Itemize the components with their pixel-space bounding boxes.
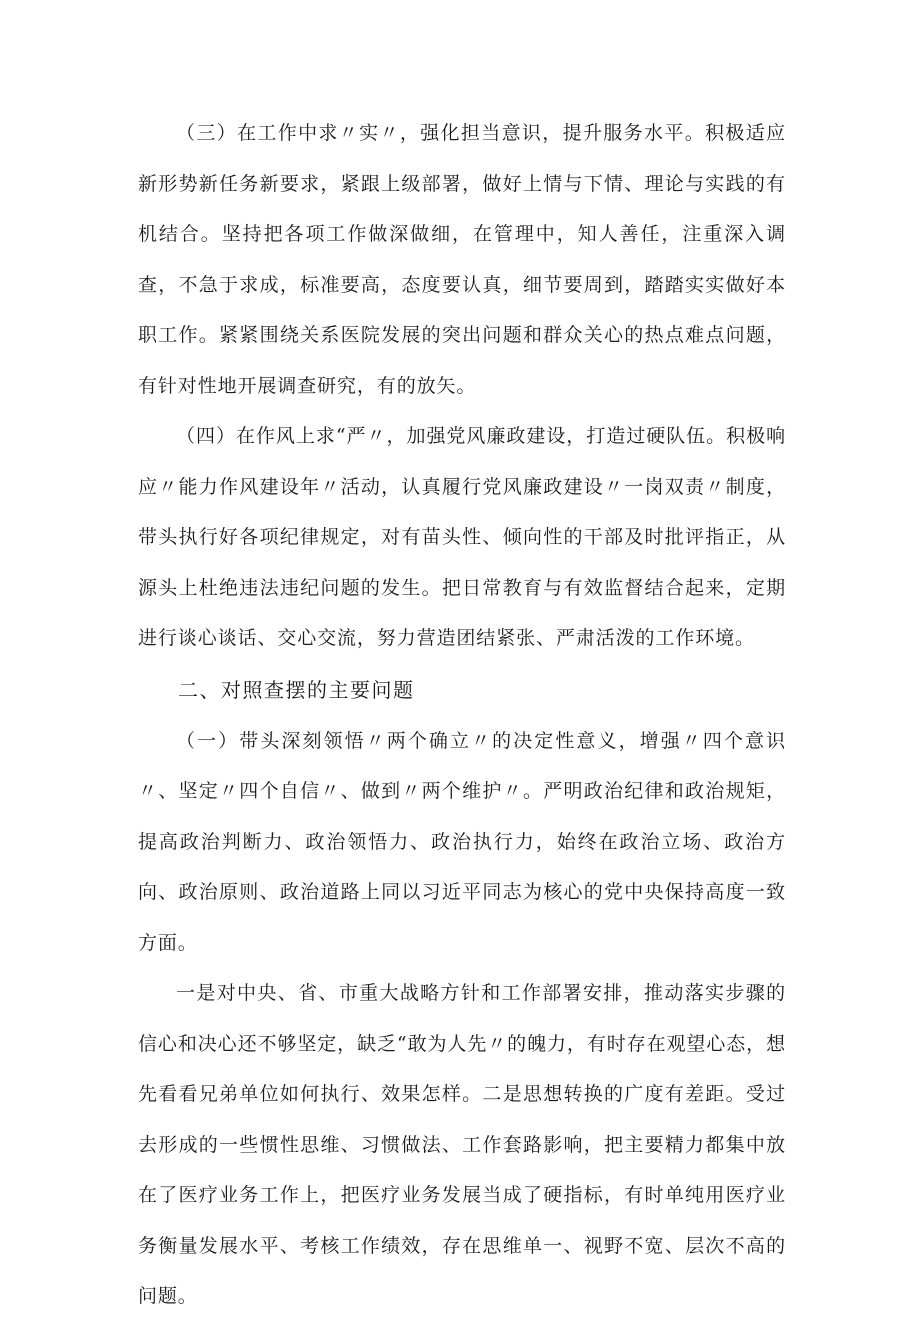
paragraph-section-four: （四）在作风上求“严〃，加强党风廉政建设，打造过硬队伍。积极响应〃能力作风建设年〃活动，认真履行党风廉政建设〃一岗双责〃制度，带头执行好各项纪律规定，对有苗头性、倾向性的干部及时批评指正，从源头上杜绝违法违纪问题的发生。把日常教育与有效监督结合起来，定期进行谈心谈话、交心交流，努力营造团结紧张、严肃活泼的工作环境。	[138, 425, 786, 649]
document-body	[138, 108, 786, 1322]
paragraph-section-three: （三）在工作中求〃实〃，强化担当意识，提升服务水平。积极适应新形势新任务新要求，紧跟上级部署，做好上情与下情、理论与实践的有机结合。坚持把各项工作做深做细，在管理中，知人善任，注重深入调查，不急于求成，标准要高，态度要认真，细节要周到，踏踏实实做好本职工作。紧紧围绕关系医院发展的突出问题和群众关心的热点难点问题，有针对性地开展调查研究，有的放矢。	[138, 122, 786, 397]
paragraph-problem-one: （一）带头深刻领悟〃两个确立〃的决定性意义，增强〃四个意识〃、坚定〃四个自信〃、做到〃两个维护〃。严明政治纪律和政治规矩，提高政治判断力、政治领悟力、政治执行力，始终在政治立场、政治方向、政治原则、政治道路上同以习近平同志为核心的党中央保持高度一致方面。	[138, 729, 786, 954]
section-heading-main-problems: 二、对照查摆的主要问题	[178, 677, 415, 702]
paragraph-problem-details: 一是对中央、省、市重大战略方针和工作部署安排，推动落实步骤的信心和决心还不够坚定，缺乏“敢为人先〃的魄力，有时存在观望心态，想先看看兄弟单位如何执行、效果怎样。二是思想转换的广度有差距。受过去形成的一些惯性思维、习惯做法、工作套路影响，把主要精力都集中放在了医疗业务工作上，把医疗业务发展当成了硬指标，有时单纯用医疗业务衡量发展水平、考核工作绩效，存在思维单一、视野不宽、层次不高的问题。	[138, 982, 786, 1307]
